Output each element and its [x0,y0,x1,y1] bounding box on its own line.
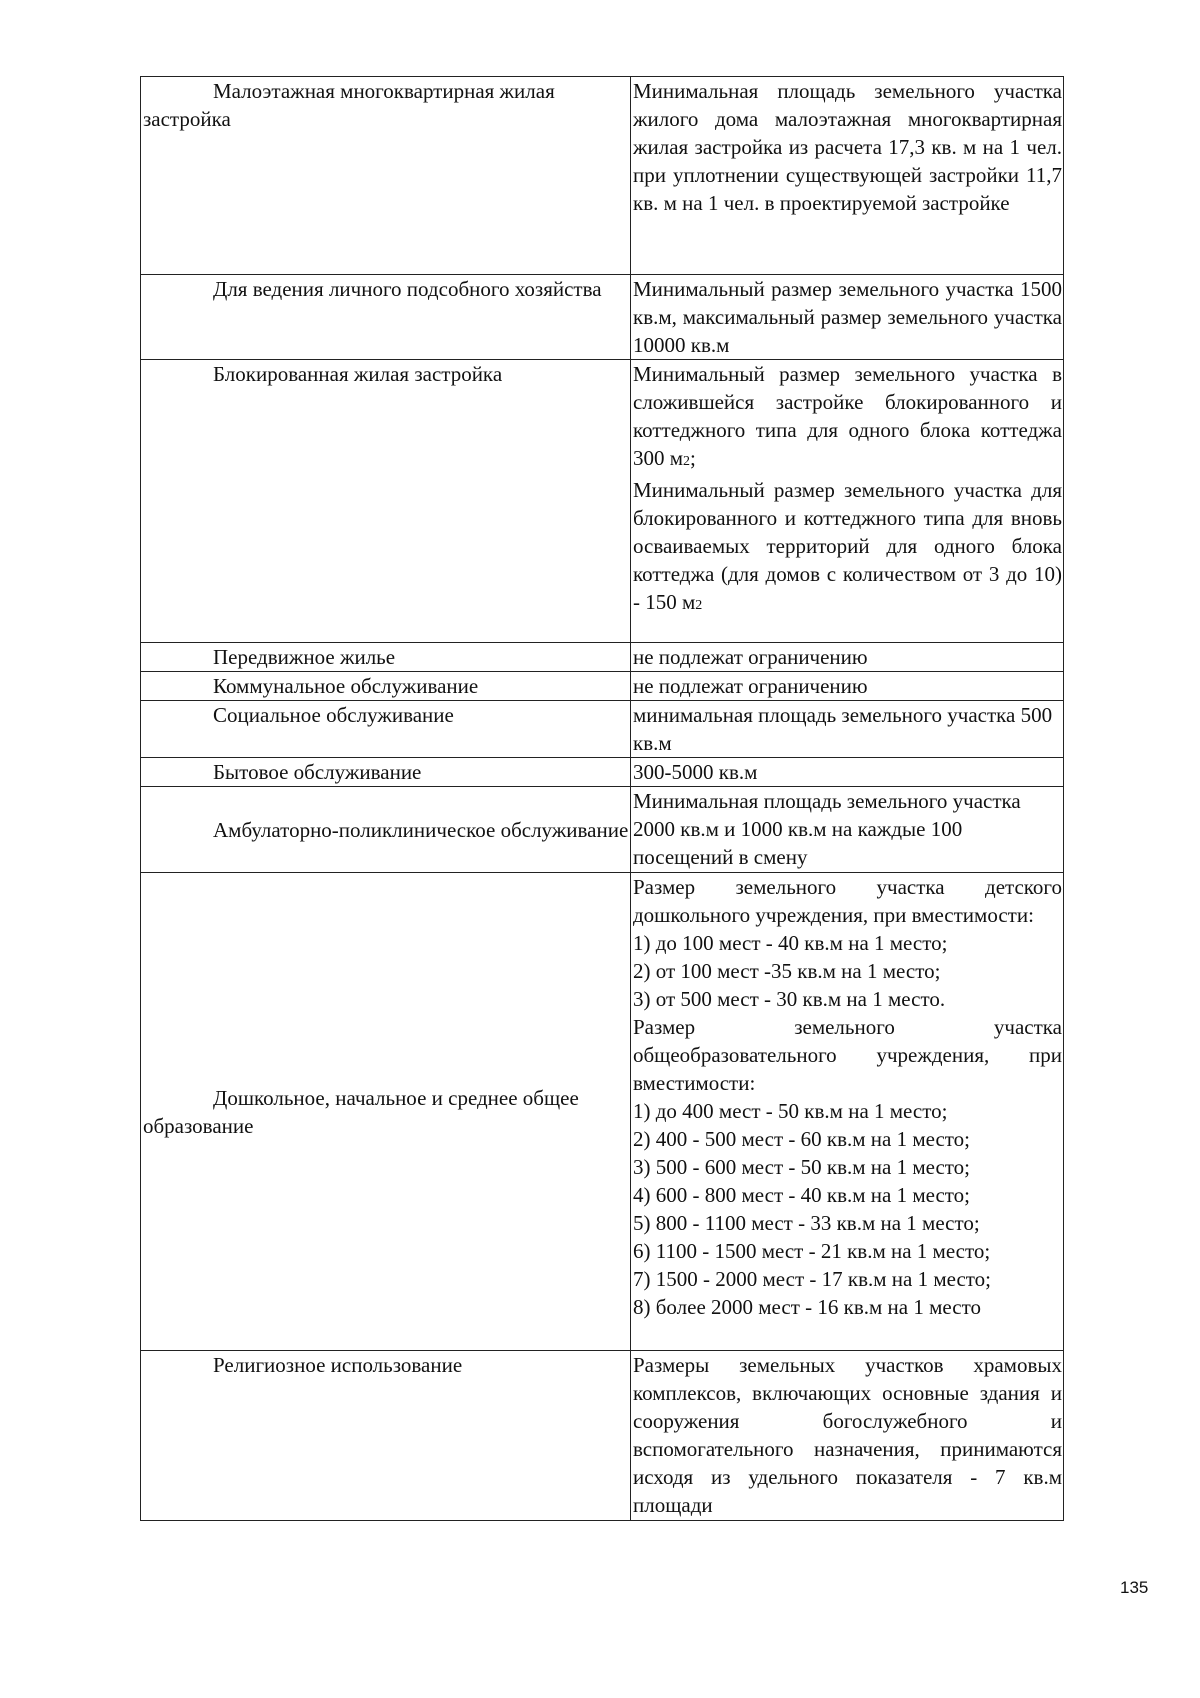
table-row [141,758,1064,787]
page-number: 135 [1120,1578,1149,1597]
row-value: 300-5000 кв.м [631,758,1064,787]
value-intro: Размер земельного участка общеобразовательного учреждения, при вместимости: [633,1015,1062,1095]
list-item: 6) 1100 - 1500 мест - 21 кв.м на 1 место; [633,1239,991,1263]
value-intro: Размер земельного участка детского дошкольного учреждения, при вместимости: [633,875,1062,927]
row-value: Размеры земельных участков храмовых комплексов, включающих основные здания и сооружения богослужебного и вспомогательного назначения, принимаются исходя из удельного показателя - 7 кв.м площади [631,1351,1064,1521]
row-label: Амбулаторно-поликлиническое обслуживание [141,787,631,873]
table-row [141,873,1064,1351]
row-label: Для ведения личного подсобного хозяйства [141,275,631,360]
value-list-1 [633,929,1062,1013]
list-item: 1) до 400 мест - 50 кв.м на 1 место; [633,1099,948,1123]
list-item: 2) от 100 мест -35 кв.м на 1 место; [633,959,941,983]
row-label: Малоэтажная многоквартирная жилая застройка [141,77,631,275]
row-label: Передвижное жилье [141,643,631,672]
table-row [141,1351,1064,1521]
value-paragraph: Минимальный размер земельного участка в сложившейся застройке блокированного и коттеджного типа для одного блока коттеджа 300 м2; [633,362,1062,470]
table-row [141,643,1064,672]
value-list-2 [633,1097,1062,1321]
table-row [141,701,1064,758]
table-row [141,360,1064,643]
list-item: 3) 500 - 600 мест - 50 кв.м на 1 место; [633,1155,971,1179]
row-value: Минимальная площадь земельного участка жилого дома малоэтажная многоквартирная жилая застройка из расчета 17,3 кв. м на 1 чел. при уплотнении существующей застройки 11,7 кв. м на 1 чел. в проектируемой застройке [631,77,1064,275]
row-label: Блокированная жилая застройка [141,360,631,643]
list-item: 2) 400 - 500 мест - 60 кв.м на 1 место; [633,1127,971,1151]
row-value: не подлежат ограничению [631,643,1064,672]
row-value [631,360,1064,643]
row-label: Коммунальное обслуживание [141,672,631,701]
list-item: 7) 1500 - 2000 мест - 17 кв.м на 1 место; [633,1267,992,1291]
row-label: Дошкольное, начальное и среднее общее образование [141,873,631,1351]
list-item: 3) от 500 мест - 30 кв.м на 1 место. [633,987,946,1011]
row-value: не подлежат ограничению [631,672,1064,701]
table-row [141,787,1064,873]
list-item: 1) до 100 мест - 40 кв.м на 1 место; [633,931,948,955]
table-row [141,275,1064,360]
row-value: Минимальная площадь земельного участка 2000 кв.м и 1000 кв.м на каждые 100 посещений в смену [631,787,1064,873]
row-value [631,873,1064,1351]
list-item: 5) 800 - 1100 мест - 33 кв.м на 1 место; [633,1211,980,1235]
row-label: Социальное обслуживание [141,701,631,758]
land-use-table [140,76,1064,1521]
row-label: Бытовое обслуживание [141,758,631,787]
table-row [141,672,1064,701]
list-item: 8) более 2000 мест - 16 кв.м на 1 место [633,1295,981,1319]
list-item: 4) 600 - 800 мест - 40 кв.м на 1 место; [633,1183,971,1207]
row-label: Религиозное использование [141,1351,631,1521]
row-value: минимальная площадь земельного участка 500 кв.м [631,701,1064,758]
table-row [141,77,1064,275]
row-value: Минимальный размер земельного участка 1500 кв.м, максимальный размер земельного участка 10000 кв.м [631,275,1064,360]
value-paragraph: Минимальный размер земельного участка для блокированного и коттеджного типа для вновь осваиваемых территорий для одного блока коттеджа (для домов с количеством от 3 до 10) - 150 м2 [633,478,1062,614]
